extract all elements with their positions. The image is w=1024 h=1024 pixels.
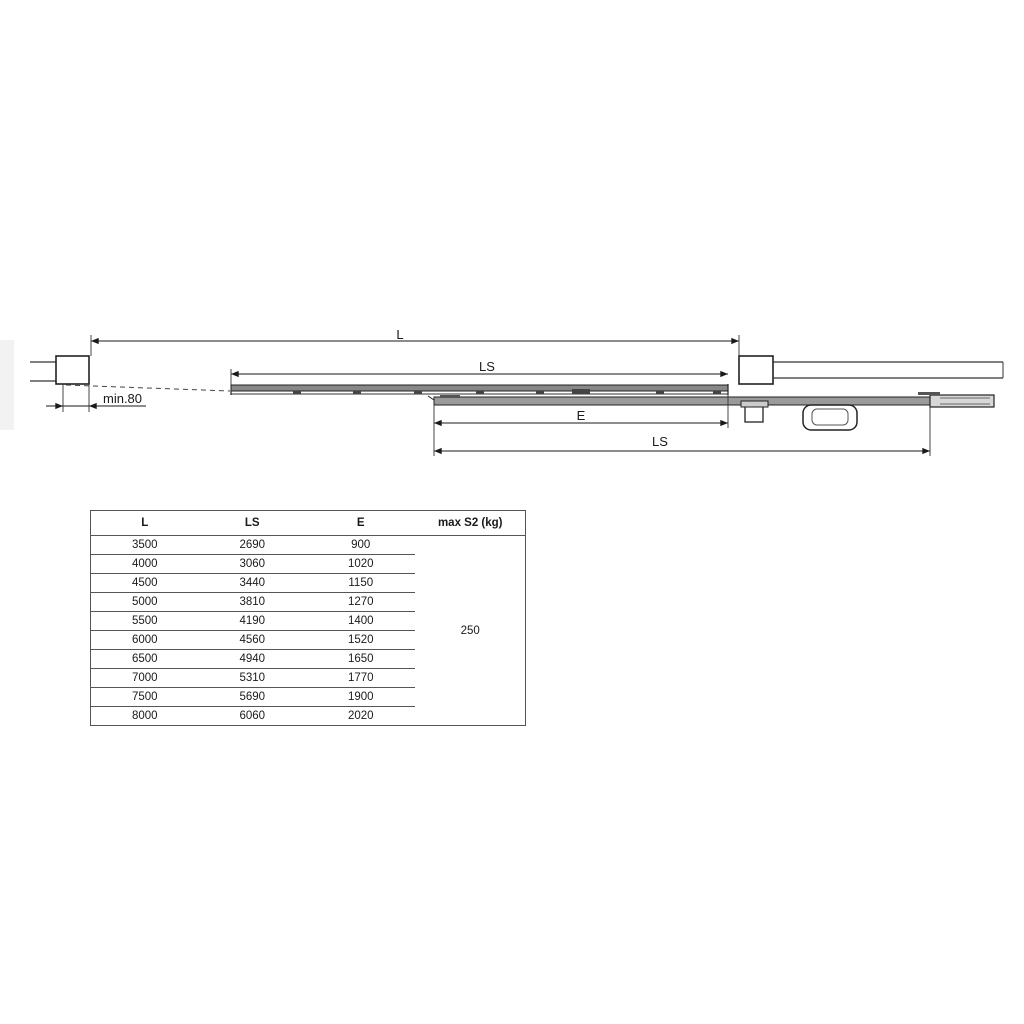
gate-opening-dashed-line — [66, 385, 230, 391]
dimension-min-gap — [46, 391, 146, 406]
cell-E: 1150 — [306, 574, 415, 593]
left-post — [56, 356, 89, 384]
cell-L: 4000 — [91, 555, 199, 574]
cell-E: 1400 — [306, 612, 415, 631]
header-max-s2: max S2 (kg) — [415, 511, 525, 536]
dimension-L — [91, 327, 739, 356]
dimension-LS-bottom-label: LS — [652, 434, 668, 449]
dimension-E-label: E — [576, 408, 586, 423]
cell-E: 1900 — [306, 688, 415, 707]
cell-LS: 3440 — [199, 574, 307, 593]
cell-max-s2: 250 — [460, 624, 480, 637]
cell-L: 8000 — [131, 710, 158, 722]
cell-E: 1020 — [306, 555, 415, 574]
cell-L: 7000 — [91, 669, 199, 688]
table-row — [91, 536, 526, 555]
left-fence — [30, 356, 89, 412]
cell-E: 1770 — [306, 669, 415, 688]
dimension-LS-top-label: LS — [479, 359, 495, 374]
cell-L: 3500 — [91, 536, 199, 555]
right-post — [739, 356, 773, 384]
cell-E: 2020 — [347, 710, 374, 722]
header-E: E — [306, 511, 415, 536]
cell-LS: 4940 — [199, 650, 307, 669]
dimension-min-gap-label: min.80 — [103, 391, 143, 406]
cell-E: 1270 — [306, 593, 415, 612]
right-fence — [739, 356, 1003, 384]
cell-LS: 3060 — [199, 555, 307, 574]
cell-L: 6500 — [91, 650, 199, 669]
table-header-row — [91, 511, 526, 536]
cell-LS: 4190 — [199, 612, 307, 631]
cell-LS: 4560 — [199, 631, 307, 650]
dimension-LS-bottom — [434, 434, 930, 451]
cell-LS: 3810 — [199, 593, 307, 612]
gate-leaf-closed — [231, 384, 728, 395]
cell-L: 5500 — [91, 612, 199, 631]
cell-LS: 5310 — [199, 669, 307, 688]
cell-L: 6000 — [91, 631, 199, 650]
left-edge-shade — [0, 340, 14, 430]
gate-dimension-table — [90, 510, 526, 726]
dimension-L-label: L — [396, 327, 404, 342]
cell-L: 4500 — [91, 574, 199, 593]
rack-end — [930, 395, 994, 407]
header-LS: LS — [199, 511, 307, 536]
header-L: L — [91, 511, 199, 536]
cell-LS: 5690 — [199, 688, 307, 707]
cell-L: 7500 — [91, 688, 199, 707]
cell-E: 1520 — [306, 631, 415, 650]
cell-L: 5000 — [91, 593, 199, 612]
cell-E: 1650 — [306, 650, 415, 669]
cell-LS: 2690 — [199, 536, 307, 555]
cell-E: 900 — [306, 536, 415, 555]
cell-LS: 6060 — [239, 710, 266, 722]
dimension-LS-top — [231, 359, 728, 385]
gate-leaf-open — [428, 392, 994, 456]
